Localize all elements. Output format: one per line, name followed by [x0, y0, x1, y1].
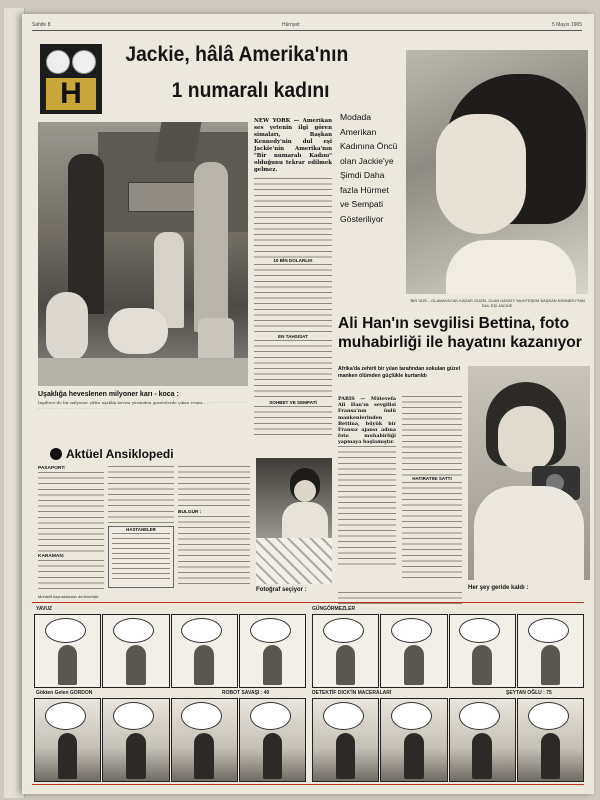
- speech-bubble: [391, 702, 432, 730]
- lead-paragraph: NEW YORK — Amerikan ses yetenin ilgi gören simaları, Başkan Kennedy'nin dul eşi Jackie'nin Amerika'nın "Bir numaralı Kadını" olduğunu tekrar edilmek gelmez.: [254, 118, 332, 173]
- page-number: Sahife 8: [32, 22, 51, 28]
- bettina-camera-photo: [468, 366, 590, 580]
- ansiklopedi-footer: Muhtelif kaynaklardan derlenmiştir: [38, 594, 99, 599]
- lead-article-column: [254, 118, 332, 436]
- subhead-2: EN TAHSISAT: [278, 334, 308, 339]
- comic-figure: [126, 645, 146, 685]
- issue-date: 5 Mayıs 1965: [551, 22, 582, 28]
- story2-caption-left: Fotoğraf seçiyor :: [256, 587, 307, 593]
- stroller-figure: [198, 318, 234, 362]
- comic-panel: [171, 698, 238, 782]
- face-shape: [436, 114, 526, 234]
- speech-bubble: [250, 702, 291, 730]
- face-shape: [498, 406, 554, 472]
- story2-dateline: PARİS — Mütevefa Ali Han'ın sevgilisi Fransa'nın ünlü mankenlerinden Bettina, büyük bir Fransız ajansı adına foto muhabirliği yapmaya başlamıştır.: [338, 396, 396, 446]
- sweater-shape: [474, 486, 584, 580]
- dog-figure: [108, 308, 168, 354]
- text-lines: [108, 466, 174, 526]
- strip4-right: ŞEYTAN OĞLU : 75: [506, 690, 552, 696]
- text-lines: [254, 340, 332, 400]
- text-lines: [38, 560, 104, 590]
- comic-panel: [239, 698, 306, 782]
- pull-quote: Modada Amerikan Kadınına Öncü olan Jackie'ye Şimdi Daha fazla Hürmet ve Sempati Gösteriliyor: [340, 112, 398, 224]
- logo-letter: H: [46, 78, 96, 110]
- comic-figure: [263, 733, 283, 778]
- story2-column-1: [338, 396, 396, 592]
- strip4-title: DETEKTİF DICK'İN MACERALARI: [312, 690, 392, 696]
- ansiklopedi-title: Aktüel Ansiklopedi: [66, 447, 174, 461]
- entry-hastaneler: HASTANELER: [126, 527, 156, 532]
- comic-panel: [312, 614, 379, 688]
- hastaneler-box: [108, 526, 174, 588]
- comic-figure: [404, 733, 424, 778]
- comic-figure: [472, 645, 492, 685]
- comic-panel: [517, 614, 584, 688]
- comic-panel: [449, 614, 516, 688]
- jackie-caption: "BİR SÜS... OLAMAYACAK KADAR GÜZEL OLAN HAYATI" MUHTEŞEM BAŞKAN KENNEDY'NİN DUL EŞİ JACKIE: [409, 298, 585, 308]
- bettina-desk-photo: [256, 458, 332, 584]
- speech-bubble: [459, 618, 500, 643]
- comic-panel: [171, 614, 238, 688]
- comic-panel: [380, 698, 447, 782]
- strip3-title: Gökten Gelen GORDON: [36, 690, 93, 696]
- woman-figure: [194, 162, 228, 332]
- entry-karaman: KARAMAN:: [38, 554, 65, 559]
- photo-prints: [256, 538, 332, 584]
- comic-panel: [102, 698, 169, 782]
- comic-figure: [263, 645, 283, 685]
- comic-figure: [541, 645, 561, 685]
- family-caption-text: İngiltere'de bir milyoner çiftin uşaklık hevesi yüzünden gazetelerde çıkan resmi...: [38, 400, 206, 405]
- speech-bubble: [113, 618, 154, 643]
- man-figure: [68, 154, 104, 314]
- section-logo: [40, 44, 102, 114]
- family-photo: [38, 122, 248, 386]
- ansiklopedi-column-3: [178, 466, 250, 592]
- text-lines: [402, 482, 462, 582]
- story2-headline: Ali Han'ın sevgilisi Bettina, foto muhabirliği ile hayatını kazanıyor: [338, 315, 582, 351]
- headline-line-1: Jackie, hâlâ Amerika'nın: [125, 43, 349, 66]
- story2-subhead: HATIRATINI SATTI: [412, 476, 452, 481]
- newspaper-page: [22, 14, 594, 794]
- speech-bubble: [181, 702, 222, 730]
- globe-icon: [72, 50, 96, 74]
- text-lines: [338, 446, 396, 566]
- comic-figure: [194, 733, 214, 778]
- comic-figure: [336, 645, 356, 685]
- face-shape: [294, 480, 316, 502]
- masthead: [32, 22, 582, 30]
- comic-panel: [34, 698, 101, 782]
- text-lines: [254, 178, 332, 258]
- strip2-title: GÜNGÖRMEZLER: [312, 606, 356, 612]
- speech-bubble: [45, 702, 86, 730]
- comic-figure: [194, 645, 214, 685]
- speech-bubble: [250, 618, 291, 643]
- entry-pasaport: PASAPORT:: [38, 466, 66, 471]
- comic-figure: [58, 733, 78, 778]
- comic-panel: [239, 614, 306, 688]
- text-lines: [38, 472, 104, 554]
- text-lines: [338, 592, 462, 606]
- speech-bubble: [528, 618, 569, 643]
- story2-caption-right: Her şey geride kaldı :: [468, 585, 529, 591]
- story2-deck: Afrika'da zehirli bir yılan tarafından sokulan güzel manken ölümden güçlükle kurtarıldı: [338, 366, 461, 379]
- comic-panel: [102, 614, 169, 688]
- headline-line-2: 1 numaralı kadını: [171, 79, 330, 102]
- desk-caption-body: [338, 592, 462, 606]
- comic-figure: [336, 733, 356, 778]
- filler-text: ··· ··· ··· ··· ··· ··· ··· ··· ··· ··· ··· ··· ··· ··· ··· ··· ··· ··· ··· ··· ··· ··· ··· ···: [38, 400, 248, 411]
- bullet-icon: [50, 448, 62, 460]
- speech-bubble: [323, 702, 364, 730]
- speech-bubble: [113, 702, 154, 730]
- ansiklopedi-column-2: [108, 466, 174, 592]
- subhead-1: 10 BİN DOLARLIK: [273, 258, 313, 263]
- text-lines: [402, 396, 462, 476]
- speech-bubble: [459, 702, 500, 730]
- speech-bubble: [181, 618, 222, 643]
- comic-figure: [404, 645, 424, 685]
- text-lines: [178, 466, 250, 510]
- masthead-rule: [32, 30, 582, 31]
- jackie-portrait: [406, 50, 588, 294]
- text-lines: [178, 516, 250, 586]
- paper-name: Hürriyet: [282, 22, 300, 28]
- speech-bubble: [391, 618, 432, 643]
- comic-panel: [517, 698, 584, 782]
- text-lines: [254, 264, 332, 334]
- globe-icon: [46, 50, 70, 74]
- comic-panel: [449, 698, 516, 782]
- comic-panel: [380, 614, 447, 688]
- text-lines: [254, 406, 332, 436]
- main-headline: [108, 42, 366, 104]
- family-caption: Uşaklığa heveslenen milyoner karı - koca :: [38, 391, 179, 398]
- comic-figure: [472, 733, 492, 778]
- strip3-right: ROBOT SAVAŞI : 40: [222, 690, 270, 696]
- speech-bubble: [528, 702, 569, 730]
- entry-bulgur: BULGUR :: [178, 510, 202, 515]
- speech-bubble: [323, 618, 364, 643]
- speech-bubble: [45, 618, 86, 643]
- comics-bottom-rule: [32, 784, 584, 785]
- strip1-title: YAVUZ: [36, 606, 53, 612]
- comic-panel: [312, 698, 379, 782]
- story2-column-2: [402, 396, 462, 592]
- comic-figure: [58, 645, 78, 685]
- comic-figure: [541, 733, 561, 778]
- shoulder-shape: [446, 240, 576, 294]
- comic-panel: [34, 614, 101, 688]
- comics-top-rule: [32, 602, 584, 603]
- blouse-shape: [282, 502, 328, 538]
- subhead-3: SOHBET VE SEMPATİ: [269, 400, 317, 405]
- family-caption-body: [38, 400, 248, 426]
- text-lines: [112, 533, 170, 581]
- ansiklopedi-column-1: [38, 466, 104, 592]
- dog-figure: [46, 292, 88, 362]
- comic-figure: [126, 733, 146, 778]
